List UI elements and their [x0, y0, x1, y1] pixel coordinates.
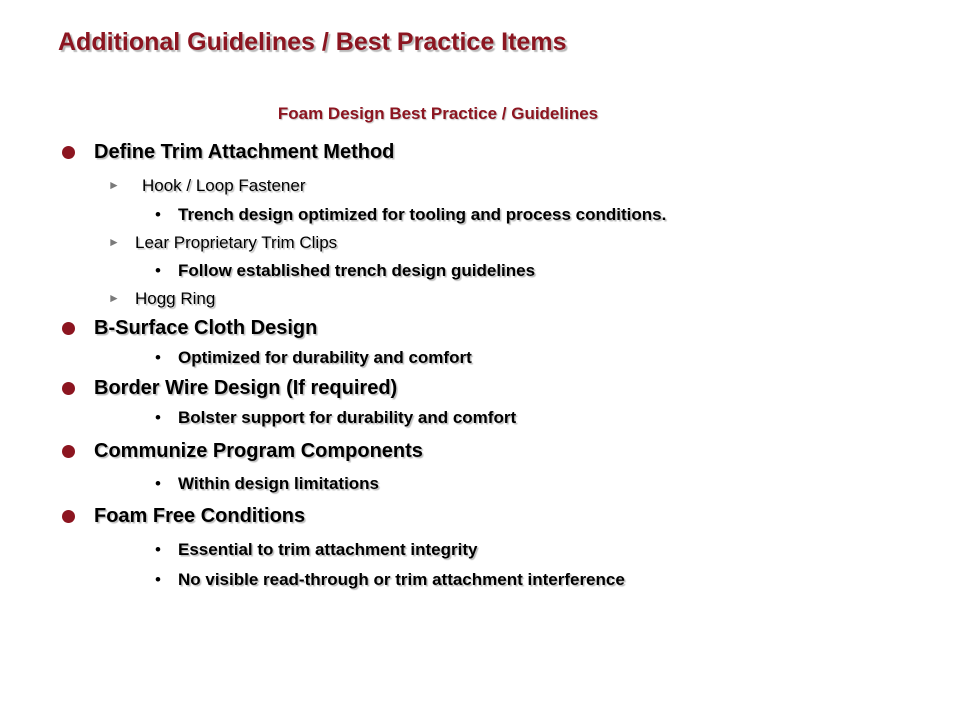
detail-item: Within design limitations — [178, 474, 380, 493]
section-heading: Define Trim Attachment Method — [94, 141, 395, 163]
detail-item: Trench design optimized for tooling and process conditions. — [178, 205, 667, 224]
small-bullet-icon: • — [155, 540, 161, 559]
detail-item: Follow established trench design guidelines — [178, 261, 536, 280]
section-heading: B-Surface Cloth Design — [94, 317, 318, 339]
detail-item: Optimized for durability and comfort — [178, 348, 472, 367]
bullet-dot-icon — [62, 146, 75, 159]
small-bullet-icon: • — [155, 408, 161, 427]
detail-item: Bolster support for durability and comfort — [178, 408, 517, 427]
sub-item: Lear Proprietary Trim Clips — [135, 233, 338, 252]
bullet-dot-icon — [62, 445, 75, 458]
slide-subtitle: Foam Design Best Practice / Guidelines — [277, 104, 599, 123]
small-bullet-icon: • — [155, 474, 161, 493]
detail-item: Essential to trim attachment integrity — [178, 540, 478, 559]
small-bullet-icon: • — [155, 570, 161, 589]
sub-item: Hook / Loop Fastener — [142, 176, 306, 195]
small-bullet-icon: • — [155, 348, 161, 367]
arrow-bullet-icon: ► — [108, 178, 120, 192]
slide-title: Additional Guidelines / Best Practice Items — [58, 28, 567, 56]
sub-item: Hogg Ring — [135, 289, 216, 308]
section-heading: Foam Free Conditions — [94, 505, 306, 527]
bullet-dot-icon — [62, 322, 75, 335]
bullet-dot-icon — [62, 382, 75, 395]
arrow-bullet-icon: ► — [108, 291, 120, 305]
section-heading: Communize Program Components — [94, 440, 423, 462]
small-bullet-icon: • — [155, 261, 161, 280]
detail-item: No visible read-through or trim attachment interference — [178, 570, 625, 589]
bullet-dot-icon — [62, 510, 75, 523]
section-heading: Border Wire Design (If required) — [94, 377, 398, 399]
small-bullet-icon: • — [155, 205, 161, 224]
arrow-bullet-icon: ► — [108, 235, 120, 249]
